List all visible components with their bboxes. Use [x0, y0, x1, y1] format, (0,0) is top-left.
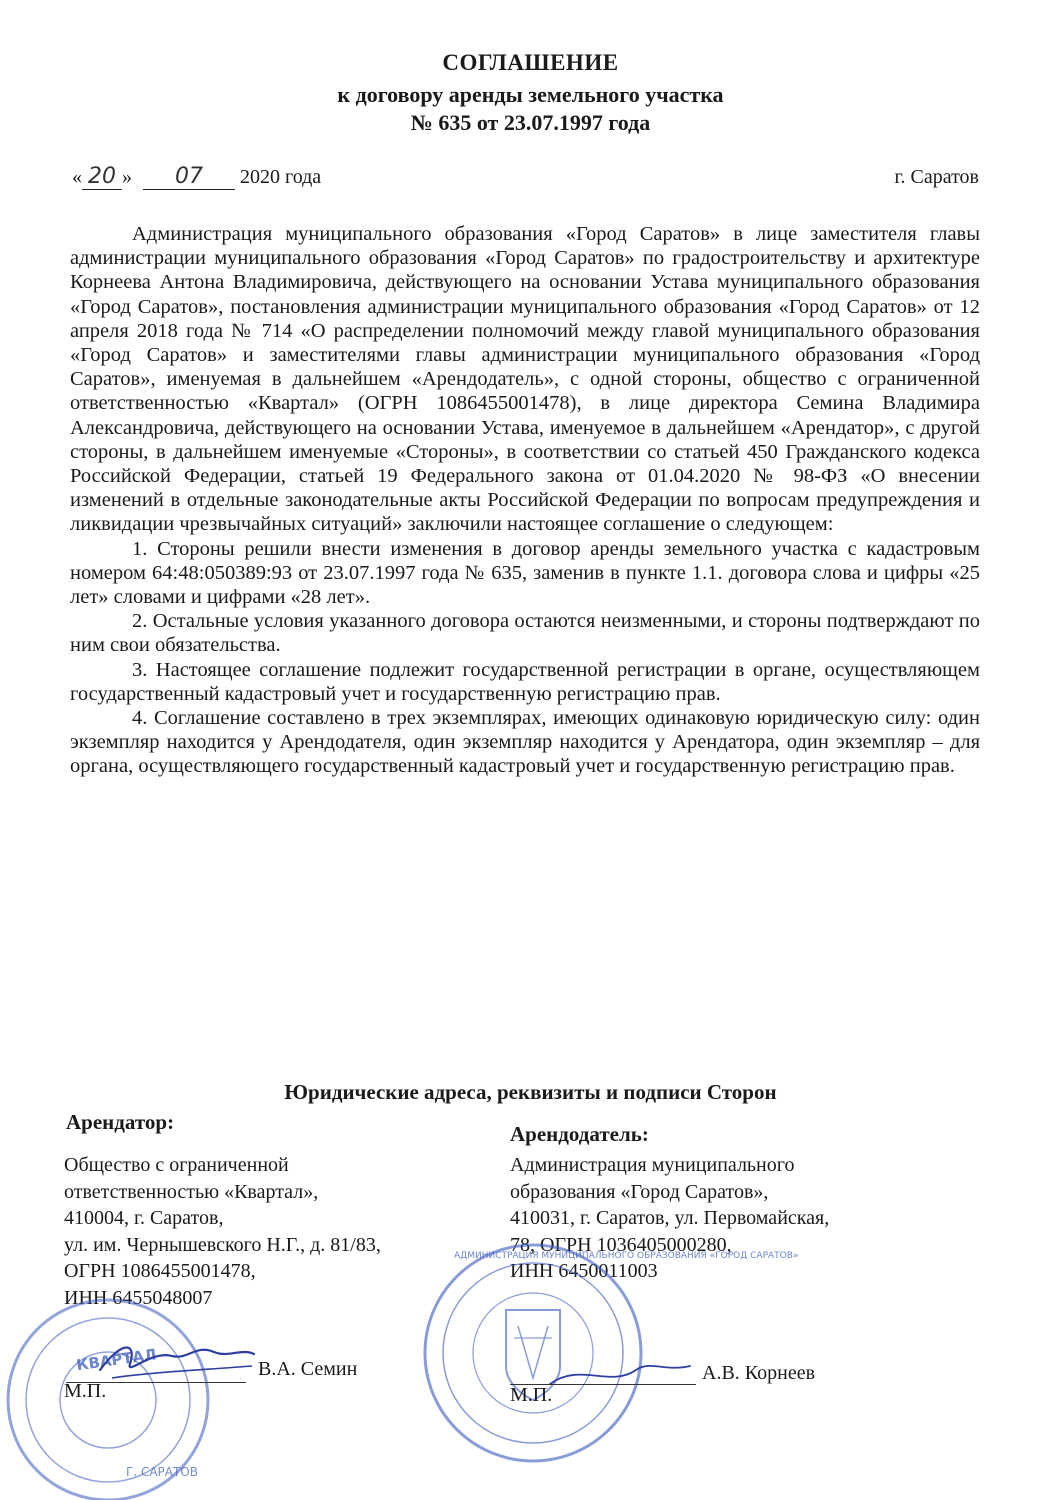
- document-subtitle: к договору аренды земельного участка: [337, 82, 724, 107]
- landlord-seal-label: М.П.: [510, 1384, 553, 1406]
- tenant-signer: В.А. Семин: [258, 1358, 358, 1380]
- landlord-signature: [540, 1342, 700, 1402]
- date-day: 20: [82, 164, 122, 190]
- address-line: 78, ОГРН 1036405000280,: [510, 1233, 732, 1256]
- landlord-label: Арендодатель:: [510, 1122, 649, 1146]
- date-month: 07: [143, 164, 235, 190]
- document-title: СОГЛАШЕНИЕ: [442, 50, 619, 75]
- stamp-text: КВАРТАЛ: [75, 1345, 158, 1375]
- address-line: образования «Город Саратов»,: [510, 1180, 769, 1203]
- contract-number: № 635 от 23.07.1997 года: [410, 110, 651, 135]
- stamp-city: Г. САРАТОВ: [126, 1465, 198, 1479]
- preamble-paragraph: Администрация муниципального образования «Город Саратов» в лице заместителя главы администрации муниципального образования «Город Саратов» по градостроительству и архитектуре Корнеева Антона Владимировича, действующего на основании Устава муниципального образования «Город Саратов», постановления администрации муниципального образования «Город Саратов» от 12 апреля 2018 года № 714 «О распределении полномочий между главой муниципального образования «Город Саратов» и заместителями главы администрации муниципального образования «Город Саратов», именуемая в дальнейшем «Арендодатель», с одной стороны, общество с ограниченной ответственностью «Квартал» (ОГРН 1086455001478), в лице директора Семина Владимира Александровича, действующего на основании Устава, именуемое в дальнейшем «Арендатор», с другой стороны, в дальнейшем именуемые «Стороны», в соответствии со статьей 450 Гражданского кодекса Российской Федерации, статьей 19 Федерального закона от 01.04.2020 № 98-ФЗ «О внесении изменений в отдельные законодательные акты Российской Федерации по вопросам предупреждения и ликвидации чрезвычайных ситуаций» заключили настоящее соглашение о следующем:: [70, 223, 980, 536]
- clause-2: 2. Остальные условия указанного договора остаются неизменными, и стороны подтверждают по ним свои обязательства.: [70, 610, 980, 657]
- stamp-text: АДМИНИСТРАЦИЯ МУНИЦИПАЛЬНОГО ОБРАЗОВАНИЯ «ГОРОД САРАТОВ»: [454, 1251, 799, 1261]
- clause-4: 4. Соглашение составлено в трех экземплярах, имеющих одинаковую юридическую силу: один экземпляр находится у Арендодателя, один экземпляр находится у Арендатора, один экземпляр – для органа, осуществляющего государственный кадастровый учет и государственную регистрацию прав.: [70, 707, 980, 778]
- address-line: ул. им. Чернышевского Н.Г., д. 81/83,: [64, 1233, 381, 1256]
- tenant-label: Арендатор:: [66, 1110, 175, 1134]
- address-line: 410031, г. Саратов, ул. Первомайская,: [510, 1207, 830, 1229]
- clause-3: 3. Настоящее соглашение подлежит государственной регистрации в органе, осуществляющем государственный кадастровый учет и государственную регистрацию прав.: [70, 658, 980, 705]
- signatures-section-title: Юридические адреса, реквизиты и подписи Сторон: [284, 1080, 777, 1104]
- address-line: ИНН 6455048007: [64, 1286, 213, 1309]
- date-line: « 20 » 07 2020 года: [72, 164, 322, 189]
- address-line: Администрация муниципального: [510, 1154, 795, 1176]
- tenant-stamp: [0, 1290, 228, 1500]
- tenant-address: [64, 1152, 381, 1311]
- tenant-seal-label: М.П.: [64, 1380, 107, 1402]
- clause-1: 1. Стороны решили внести изменения в договор аренды земельного участка с кадастровым номером 64:48:050389:93 от 23.07.1997 года № 635, заменив в пункте 1.1. договора слова и цифры «25 лет» словами и цифрами «28 лет».: [70, 537, 980, 609]
- date-year: 2020 года: [240, 166, 322, 188]
- address-line: ОГРН 1086455001478,: [64, 1260, 256, 1282]
- address-line: ИНН 6450011003: [510, 1260, 658, 1282]
- city: г. Саратов: [894, 166, 979, 188]
- address-line: ответственностью «Квартал»,: [64, 1180, 319, 1203]
- agreement-body: [70, 222, 980, 779]
- landlord-signer: А.В. Корнеев: [702, 1362, 816, 1384]
- address-line: Общество с ограниченной: [64, 1154, 289, 1176]
- address-line: 410004, г. Саратов,: [64, 1207, 224, 1229]
- tenant-signature: [92, 1330, 262, 1390]
